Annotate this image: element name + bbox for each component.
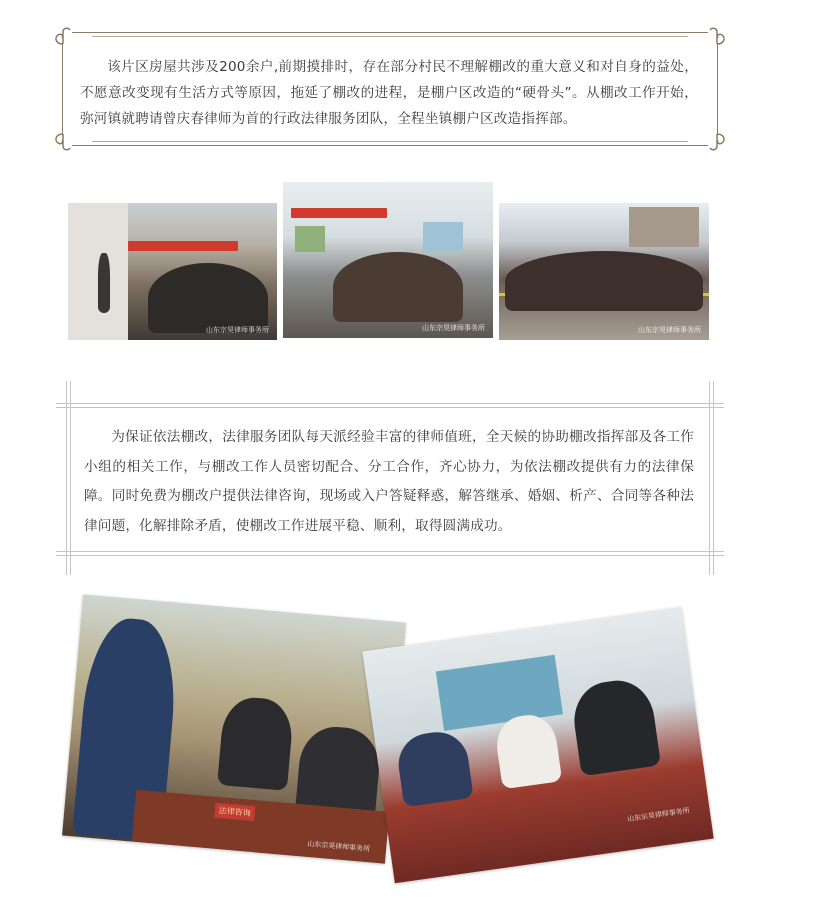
photo-watermark: 山东宗昊律师事务所 — [306, 839, 371, 854]
intro-paragraph: 该片区房屋共涉及200余户,前期摸排时，存在部分村民不理解棚改的重大意义和对自身的益处，不愿意改变现有生活方式等原因，拖延了棚改的进程，是棚户区改造的“硬骨头”。从棚改工作开始，弥河镇就聘请曾庆春律师为首的行政法律服务团队，全程坐镇棚户区改造指挥部。 — [80, 59, 698, 127]
frame-top-inner-rule — [92, 36, 688, 37]
frame-line — [56, 551, 724, 552]
red-banner — [128, 241, 238, 251]
photo-meeting-room — [283, 182, 493, 338]
scroll-ornament-icon — [52, 24, 74, 46]
frame-line — [66, 381, 67, 575]
photo-street-consultation — [68, 203, 277, 340]
red-banner — [291, 208, 387, 218]
frame-line — [56, 555, 724, 556]
scroll-ornament-icon — [706, 24, 728, 46]
photo-queue-outdoor — [499, 203, 709, 340]
scroll-ornament-icon — [706, 132, 728, 154]
service-frame — [56, 381, 724, 575]
photo-watermark: 山东宗昊律师事务所 — [422, 324, 485, 332]
frame-right-rule — [717, 44, 718, 136]
frame-line — [70, 381, 71, 575]
photo-legal-consultation-desk — [62, 594, 406, 863]
photo-watermark: 山东宗昊律师事务所 — [206, 326, 269, 334]
frame-line — [56, 407, 724, 408]
photo-watermark: 山东宗昊律师事务所 — [626, 806, 691, 824]
frame-line — [56, 403, 724, 404]
photo-watermark: 山东宗昊律师事务所 — [638, 326, 701, 334]
frame-line — [709, 381, 710, 575]
intro-frame — [56, 24, 724, 156]
service-paragraph: 为保证依法棚改，法律服务团队每天派经验丰富的律师值班，全天候的协助棚改指挥部及各工作小组的相关工作，与棚改工作人员密切配合、分工合作，齐心协力，为依法棚改提供有力的法律保障。同时免费为棚改户提供法律咨询，现场或入户答疑释惑，解答继承、婚姻、析产、合同等各种法律问题，化解排除矛盾，使棚改工作进展平稳、顺利，取得圆满成功。 — [84, 429, 694, 534]
photo-office-meeting — [362, 607, 713, 884]
frame-line — [713, 381, 714, 575]
scroll-ornament-icon — [52, 132, 74, 154]
frame-top-rule — [72, 32, 708, 33]
legal-consultation-sign: 法律咨询 — [214, 803, 255, 821]
frame-bottom-rule — [72, 145, 708, 146]
frame-bottom-inner-rule — [92, 141, 688, 142]
frame-left-rule — [62, 44, 63, 136]
